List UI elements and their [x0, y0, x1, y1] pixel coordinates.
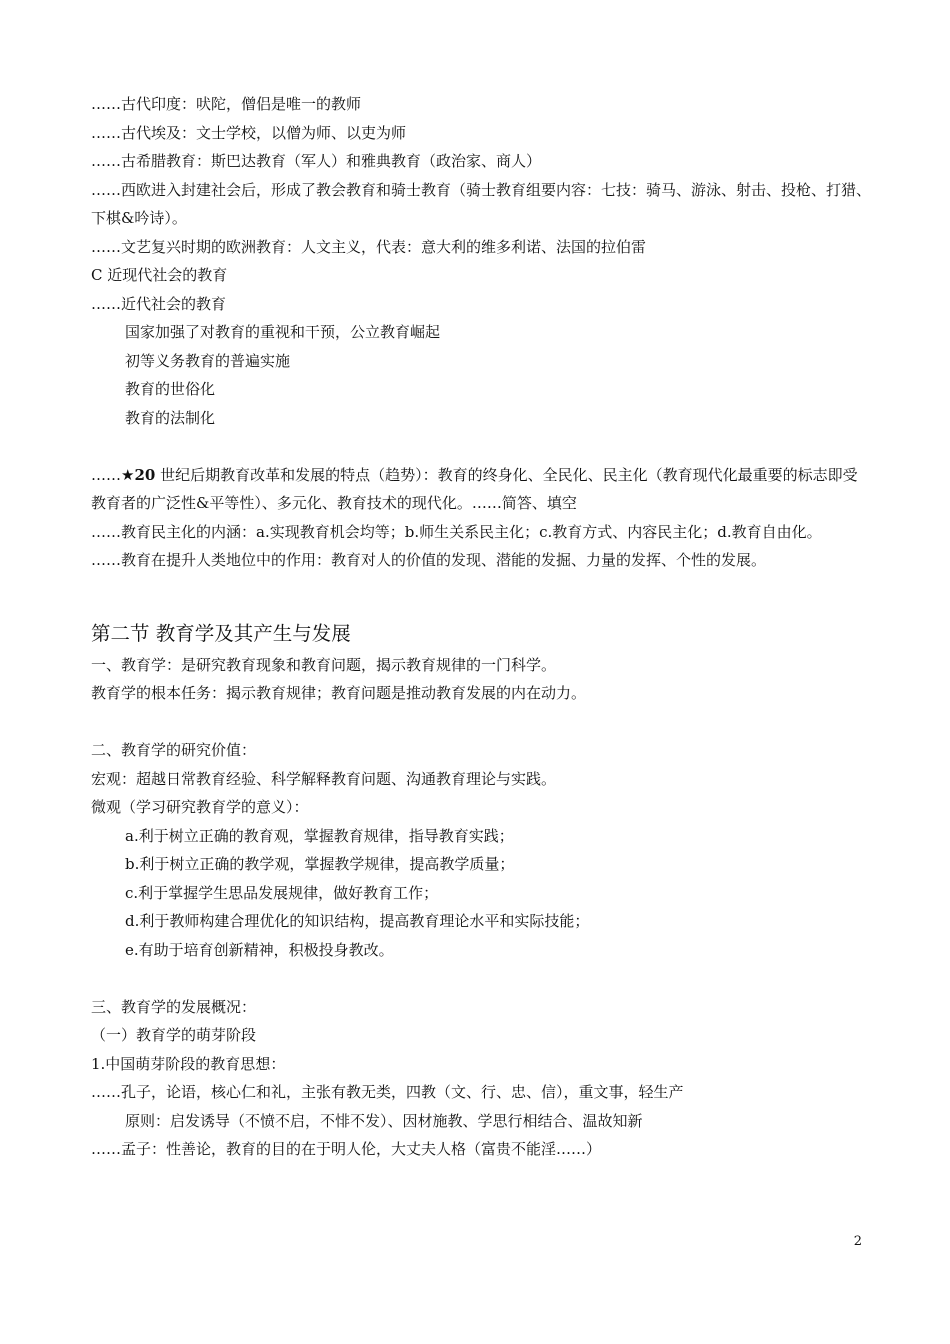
spacer [91, 432, 871, 461]
list-item: 教育的世俗化 [125, 380, 216, 398]
text-line: ……孔子，论语，核心仁和礼，主张有教无类，四教（文、行、忠、信），重文事，轻生产 [91, 1083, 684, 1101]
spacer [91, 708, 871, 737]
text-line: ……孟子：性善论，教育的目的在于明人伦，大丈夫人格（富贵不能淫……） [91, 1140, 602, 1158]
text-line: 三、教育学的发展概况： [91, 997, 257, 1016]
text-line: 一、教育学：是研究教育现象和教育问题，揭示教育规律的一门科学。 [91, 655, 557, 674]
text-line: ……古代印度：吠陀，僧侣是唯一的教师 [91, 95, 362, 113]
text-line: ……西欧进入封建社会后，形成了教会教育和骑士教育（骑士教育组要内容：七技：骑马、游泳、射击、投枪、打猎、下棋&吟诗）。 [91, 180, 872, 227]
text-line: ……近代社会的教育 [91, 294, 227, 313]
list-item: 初等义务教育的普遍实施 [125, 351, 291, 370]
page-number: 2 [853, 1234, 862, 1249]
subheading: C 近现代社会的教育 [91, 266, 228, 284]
section-title: 第二节 教育学及其产生与发展 [91, 621, 351, 645]
list-item: 国家加强了对教育的重视和干预，公立教育崛起 [125, 323, 441, 341]
list-item: a.利于树立正确的教育观，掌握教育规律，指导教育实践； [125, 826, 514, 845]
list-item: c.利于掌握学生思品发展规律，做好教育工作； [125, 883, 439, 902]
text-line: ……古希腊教育：斯巴达教育（军人）和雅典教育（政治家、商人） [91, 152, 542, 170]
trend-paragraph [91, 461, 871, 518]
text-line: （一）教育学的萌芽阶段 [91, 1026, 257, 1044]
list-item: d.利于教师构建合理优化的知识结构，提高教育理论水平和实际技能； [125, 912, 590, 930]
text-line: 原则：启发诱导（不愤不启，不悱不发）、因材施教、学思行相结合、温故知新 [125, 1111, 643, 1130]
text-line: 教育学的根本任务：揭示教育规律；教育问题是推动教育发展的内在动力。 [91, 684, 587, 702]
list-item: e.有助于培育创新精神，积极投身教改。 [125, 940, 394, 959]
text-line: 二、教育学的研究价值： [91, 741, 257, 759]
list-item: 教育的法制化 [125, 408, 216, 427]
text-line: ……古代埃及：文士学校，以僧为师、以吏为师 [91, 123, 407, 142]
list-item: b.利于树立正确的教学观，掌握教学规律，提高教学质量； [125, 855, 515, 873]
star-prefix: ……★ [91, 465, 135, 484]
trend-text: 世纪后期教育改革和发展的特点（趋势）：教育的终身化、全民化、民主化（教育现代化最重要的标志即受教育者的广泛性&平等性）、多元化、教育技术的现代化。……简答、填空 [91, 465, 858, 512]
text-line: 1.中国萌芽阶段的教育思想： [91, 1054, 286, 1073]
document-body [91, 90, 871, 1164]
text-line: ……教育民主化的内涵：a.实现教育机会均等；b.师生关系民主化；c.教育方式、内容民主化；d.教育自由化。 [91, 522, 822, 541]
spacer [91, 575, 871, 619]
text-line: 微观（学习研究教育学的意义）： [91, 798, 309, 816]
text-line: 宏观：超越日常教育经验、科学解释教育问题、沟通教育理论与实践。 [91, 769, 557, 788]
spacer [91, 964, 871, 993]
century-number: 20 [134, 465, 156, 484]
text-line: ……文艺复兴时期的欧洲教育：人文主义，代表：意大利的维多利诺、法国的拉伯雷 [91, 237, 647, 256]
text-line: ……教育在提升人类地位中的作用：教育对人的价值的发现、潜能的发掘、力量的发挥、个性的发展。 [91, 551, 767, 569]
